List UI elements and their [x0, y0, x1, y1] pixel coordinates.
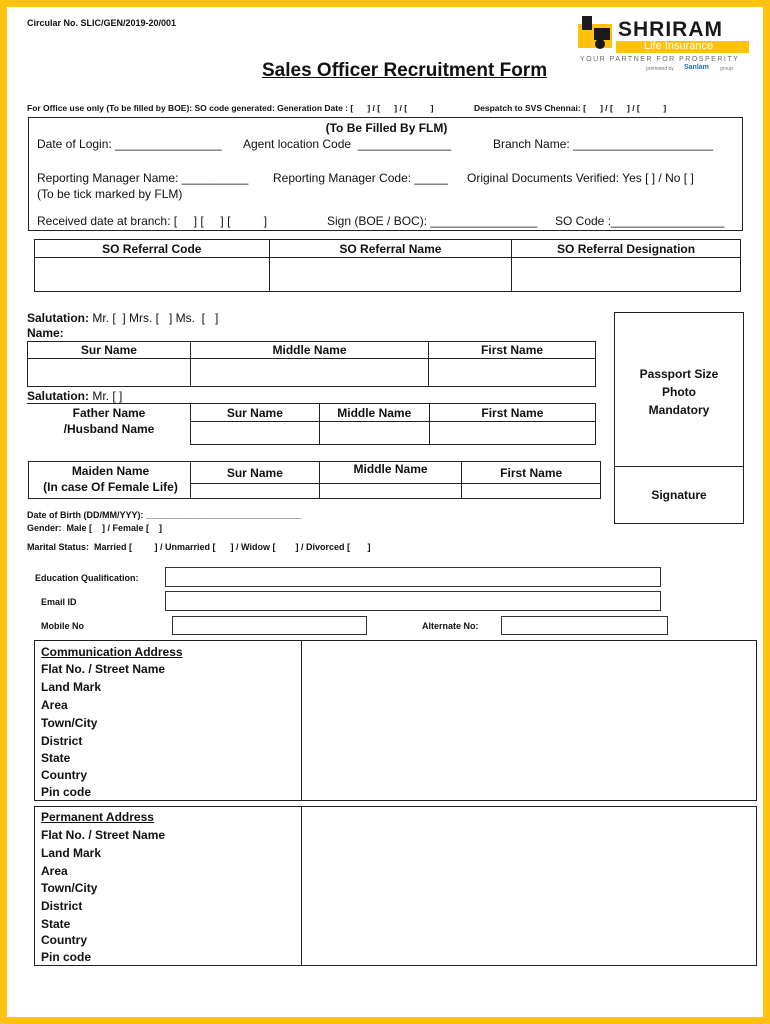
name-surname-input[interactable]: [28, 359, 191, 387]
shriram-logo: SHRIRAM Life Insurance YOUR PARTNER FOR PROSPERITY promoted by Sanlam group: [576, 14, 751, 76]
father-middle-header: Middle Name: [319, 404, 429, 422]
father-first-input[interactable]: [429, 422, 595, 445]
circular-number: Circular No. SLIC/GEN/2019-20/001: [27, 18, 177, 28]
perm-area-label: Area: [41, 864, 68, 878]
father-middle-input[interactable]: [319, 422, 429, 445]
gender-field[interactable]: Gender: Male [ ] / Female [ ]: [27, 523, 163, 533]
flm-heading: (To Be Filled By FLM): [325, 121, 448, 135]
perm-state-label: State: [41, 917, 71, 931]
father-label-cell: Father Name /Husband Name: [63, 406, 155, 436]
referral-table: [34, 239, 741, 292]
comm-state-label: State: [41, 751, 71, 765]
comm-area-label: Area: [41, 698, 68, 712]
so-code-field[interactable]: SO Code :_________________: [555, 214, 725, 228]
perm-pincode-label: Pin code: [41, 950, 92, 964]
mobile-label: Mobile No: [41, 621, 84, 631]
comm-flat-label: Flat No. / Street Name: [41, 662, 166, 676]
referral-designation-header: SO Referral Designation: [512, 240, 741, 258]
maiden-surname-input[interactable]: [191, 484, 320, 499]
flm-box: [28, 117, 743, 231]
agent-location-field[interactable]: Agent location Code ______________: [243, 137, 452, 151]
referral-name-header: SO Referral Name: [269, 240, 512, 258]
photo-signature-box: [614, 312, 744, 524]
comm-town-label: Town/City: [41, 716, 98, 730]
photo-placeholder[interactable]: Passport Size Photo Mandatory: [639, 367, 719, 417]
tick-note: (To be tick marked by FLM): [37, 187, 183, 201]
father-salutation-options[interactable]: Mr. [ ]: [92, 389, 123, 403]
name-middle-input[interactable]: [190, 359, 428, 387]
comm-landmark-label: Land Mark: [41, 680, 102, 694]
logo-sub: Life Insurance: [644, 40, 714, 52]
alternate-label: Alternate No:: [422, 621, 479, 631]
salutation-row: Salutation: Mr. [ ] Mrs. [ ] Ms. [ ]: [27, 311, 219, 325]
rm-code-field[interactable]: Reporting Manager Code: _____: [273, 171, 448, 185]
perm-country-label: Country: [41, 933, 87, 947]
name-surname-header: Sur Name: [28, 342, 191, 359]
logo-name: SHRIRAM: [618, 18, 723, 41]
sign-field[interactable]: Sign (BOE / BOC): ________________: [327, 214, 538, 228]
dob-field[interactable]: Date of Birth (DD/MM/YYY): _______________________________: [27, 510, 302, 520]
maiden-label-cell: Maiden Name (In case Of Female Life): [28, 461, 191, 499]
name-first-input[interactable]: [429, 359, 596, 387]
office-use-line: For Office use only (To be filled by BOE): SO code generated: Generation Date : [ ] / [ ] / [ ]: [27, 103, 434, 113]
comm-country-label: Country: [41, 768, 87, 782]
father-first-header: First Name: [429, 404, 595, 422]
comm-pincode-label: Pin code: [41, 785, 92, 799]
communication-address-input[interactable]: [302, 641, 757, 800]
education-input[interactable]: [165, 567, 661, 587]
despatch-line: Despatch to SVS Chennai: [ ] / [ ] / [ ]: [474, 103, 667, 113]
original-docs-verified[interactable]: Original Documents Verified: Yes [ ] / No [ ]: [467, 171, 694, 185]
referral-designation-input[interactable]: [512, 258, 741, 292]
name-middle-header: Middle Name: [190, 342, 428, 359]
branch-name-field[interactable]: Branch Name: _____________________: [493, 137, 714, 151]
marital-status-field[interactable]: Marital Status: Married [ ] / Unmarried [ ] / Widow [ ] / Divorced [ ]: [27, 542, 371, 552]
rm-name-field[interactable]: Reporting Manager Name: __________: [37, 171, 249, 185]
maiden-middle-input[interactable]: [319, 484, 462, 499]
permanent-address-input[interactable]: [302, 807, 757, 965]
referral-code-input[interactable]: [35, 258, 270, 292]
father-salutation-row: Salutation: Mr. [ ]: [27, 389, 123, 403]
maiden-name-table: [190, 461, 601, 499]
maiden-surname-header: Sur Name: [191, 462, 320, 484]
comm-district-label: District: [41, 734, 83, 748]
email-label: Email ID: [41, 597, 77, 607]
logo-mark-icon: [576, 14, 616, 54]
signature-area[interactable]: Signature: [651, 488, 707, 502]
perm-district-label: District: [41, 899, 83, 913]
perm-landmark-label: Land Mark: [41, 846, 102, 860]
salutation-options[interactable]: Mr. [ ] Mrs. [ ] Ms. [ ]: [92, 311, 219, 325]
referral-code-header: SO Referral Code: [35, 240, 270, 258]
maiden-middle-header: Middle Name: [319, 462, 462, 484]
perm-town-label: Town/City: [41, 881, 98, 895]
date-of-login-field[interactable]: Date of Login: ________________: [37, 137, 222, 151]
maiden-first-header: First Name: [462, 462, 601, 484]
permanent-address-title: Permanent Address: [41, 810, 154, 824]
sanlam-logo: Sanlam: [684, 64, 709, 71]
mobile-input[interactable]: [172, 616, 367, 635]
logo-tagline: YOUR PARTNER FOR PROSPERITY: [580, 56, 740, 63]
father-surname-input[interactable]: [191, 422, 320, 445]
father-name-table: [190, 403, 596, 445]
name-first-header: First Name: [429, 342, 596, 359]
received-date-field[interactable]: Received date at branch: [ ] [ ] [ ]: [37, 214, 268, 228]
communication-address-title: Communication Address: [41, 645, 183, 659]
maiden-first-input[interactable]: [462, 484, 601, 499]
alternate-input[interactable]: [501, 616, 668, 635]
name-label: Name:: [27, 326, 64, 340]
page-title: Sales Officer Recruitment Form: [262, 60, 548, 81]
name-table: [27, 341, 596, 387]
email-input[interactable]: [165, 591, 661, 611]
education-label: Education Qualification:: [35, 573, 139, 583]
perm-flat-label: Flat No. / Street Name: [41, 828, 166, 842]
father-surname-header: Sur Name: [191, 404, 320, 422]
referral-name-input[interactable]: [269, 258, 512, 292]
